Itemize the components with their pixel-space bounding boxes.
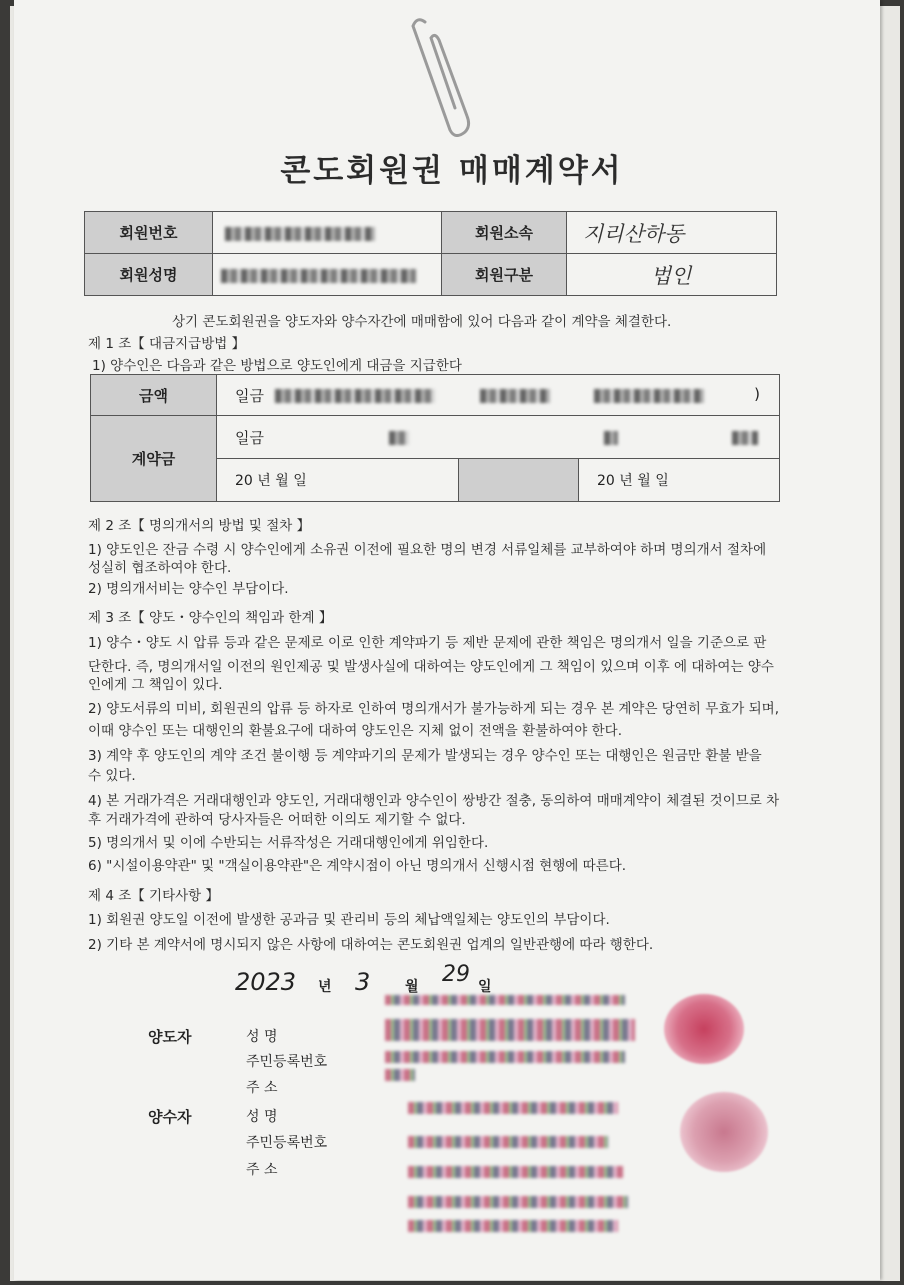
art1-heading: 제 1 조【 대금지급방법 】 xyxy=(88,336,246,352)
art3-heading: 제 3 조【 양도・양수인의 책임과 한계 】 xyxy=(88,610,333,626)
payment-table xyxy=(90,374,780,502)
art2-line: 2) 명의개서비는 양수인 부담이다. xyxy=(88,581,289,597)
document-title: 콘도회원권 매매계약서 xyxy=(280,153,624,189)
date-month: 3 xyxy=(355,968,371,996)
date-day-unit: 일 xyxy=(478,979,492,995)
member-table xyxy=(84,211,777,296)
member-affil-label: 회원소속 xyxy=(442,212,567,254)
art3-line: 5) 명의개서 및 이에 수반되는 서류작성은 거래대행인에게 위임한다. xyxy=(88,835,489,851)
member-no-value xyxy=(213,212,442,254)
art4-line: 2) 기타 본 계약서에 명시되지 않은 사항에 대하여는 콘도회원권 업계의 일반관행에 따라 행한다. xyxy=(88,937,654,953)
member-name-label: 회원성명 xyxy=(85,254,213,296)
seller-redacted-info xyxy=(385,995,635,1081)
member-type-label: 회원구분 xyxy=(442,254,567,296)
buyer-seal-stamp xyxy=(680,1092,768,1172)
art3-line: 6) "시설이용약관" 및 "객실이용약관"은 계약시점이 아닌 명의개서 신행시점 현행에 따른다. xyxy=(88,858,627,874)
art3-line: 단한다. 즉, 명의개서일 이전의 원인제공 및 발생사실에 대하여는 양도인에게 그 책임이 있으며 이후 에 대하여는 양수 xyxy=(88,659,774,675)
deposit-gray-cell xyxy=(459,459,579,502)
date-year-unit: 년 xyxy=(318,979,332,995)
art2-heading: 제 2 조【 명의개서의 방법 및 절차 】 xyxy=(88,518,311,534)
seller-id-field: 주민등록번호 xyxy=(246,1054,328,1070)
amount-paren: ) xyxy=(754,384,760,403)
date-month-unit: 월 xyxy=(405,979,419,995)
deposit-ilgeum: 일금 xyxy=(235,428,264,447)
deposit-label: 계약금 xyxy=(91,416,217,502)
buyer-id-field: 주민등록번호 xyxy=(246,1135,328,1151)
art1-item1: 1) 양수인은 다음과 같은 방법으로 양도인에게 대금을 지급한다 xyxy=(92,358,462,374)
art3-line: 2) 양도서류의 미비, 회원권의 압류 등 하자로 인하여 명의개서가 불가능하게 되는 경우 본 계약은 당연히 무효가 되며, xyxy=(88,701,779,717)
seller-label: 양도자 xyxy=(148,1028,192,1046)
seller-addr-field: 주 소 xyxy=(246,1080,278,1096)
art3-line: 인에게 그 책임이 있다. xyxy=(88,677,223,693)
art3-line: 3) 계약 후 양도인의 계약 조건 불이행 등 계약파기의 문제가 발생되는 경우 양수인 또는 대행인은 원금만 환불 받을 xyxy=(88,748,762,764)
amount-ilgeum: 일금 xyxy=(235,386,264,405)
deposit-value xyxy=(217,416,780,459)
buyer-label: 양수자 xyxy=(148,1108,192,1126)
buyer-redacted-info xyxy=(408,1102,628,1232)
art3-line: 후 거래가격에 관하여 당사자들은 어떠한 이의도 제기할 수 없다. xyxy=(88,812,466,828)
member-no-label: 회원번호 xyxy=(85,212,213,254)
seller-name-field: 성 명 xyxy=(246,1029,278,1045)
deposit-date-right: 20 년 월 일 xyxy=(579,459,780,502)
art3-line: 이때 양수인 또는 대행인의 환불요구에 대하여 양도인은 지체 없이 전액을 환불하여야 한다. xyxy=(88,723,623,739)
intro-text: 상기 콘도회원권을 양도자와 양수자간에 매매함에 있어 다음과 같이 계약을 체결한다. xyxy=(172,314,672,330)
paperclip-icon xyxy=(405,12,485,137)
amount-value xyxy=(217,375,780,416)
amount-label: 금액 xyxy=(91,375,217,416)
art2-line: 1) 양도인은 잔금 수령 시 양수인에게 소유권 이전에 필요한 명의 변경 서류일체를 교부하여야 하며 명의개서 절차에 xyxy=(88,542,767,558)
art3-line: 수 있다. xyxy=(88,768,136,784)
buyer-name-field: 성 명 xyxy=(246,1109,278,1125)
date-day: 29 xyxy=(442,962,470,987)
art4-line: 1) 회원권 양도일 이전에 발생한 공과금 및 관리비 등의 체납액일체는 양도인의 부담이다. xyxy=(88,912,610,928)
date-year: 2023 xyxy=(235,968,297,996)
art3-line: 4) 본 거래가격은 거래대행인과 양도인, 거래대행인과 양수인이 쌍방간 절충, 동의하여 매매계약이 체결된 것이므로 차 xyxy=(88,793,780,809)
member-affil-value: 지리산하동 xyxy=(567,212,777,254)
buyer-addr-field: 주 소 xyxy=(246,1162,278,1178)
member-type-value: 법인 xyxy=(567,254,777,296)
deposit-date-left: 20 년 월 일 xyxy=(217,459,459,502)
art4-heading: 제 4 조【 기타사항 】 xyxy=(88,888,219,904)
seller-seal-stamp xyxy=(664,994,744,1064)
art2-line: 성실히 협조하여야 한다. xyxy=(88,560,232,576)
art3-line: 1) 양수・양도 시 압류 등과 같은 문제로 이로 인한 계약파기 등 제반 문제에 관한 책임은 명의개서 일을 기준으로 판 xyxy=(88,635,767,651)
member-name-value xyxy=(213,254,442,296)
